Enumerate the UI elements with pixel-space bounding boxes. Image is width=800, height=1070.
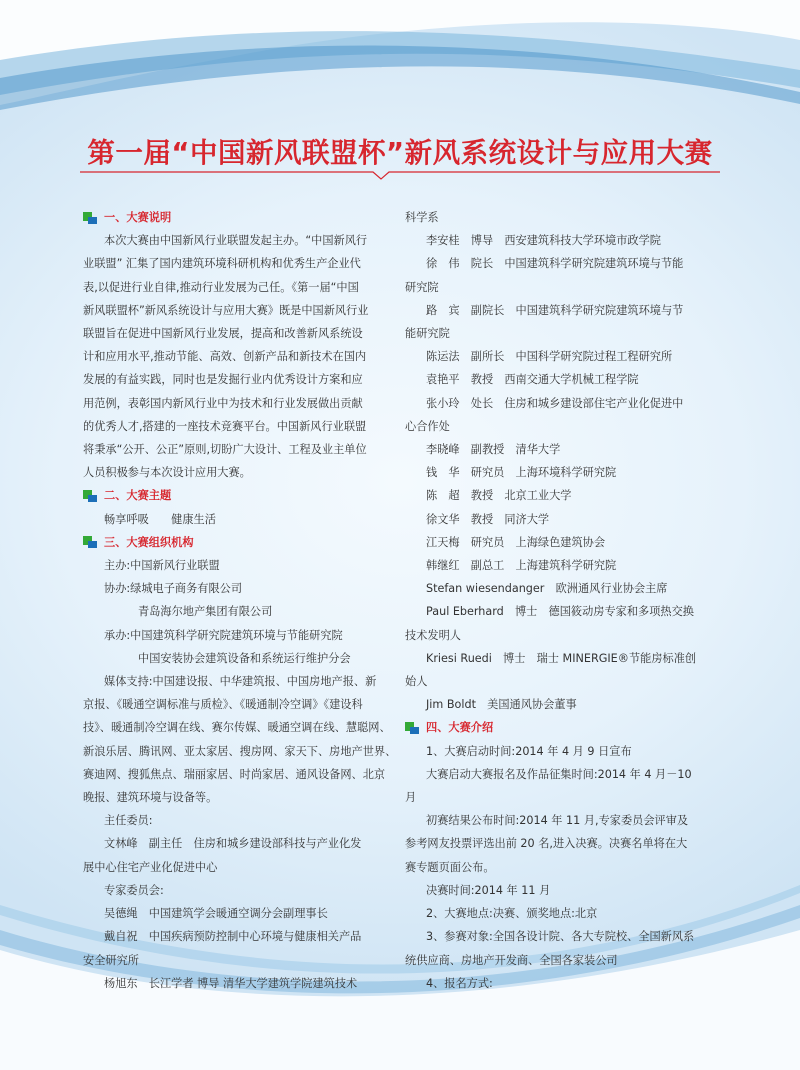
chair-label: 主任委员: [104, 814, 153, 828]
expert-line: 钱 华 研究员 上海环境科学研究院 [426, 466, 617, 480]
intro-line: 月 [405, 791, 417, 805]
media-line: 晚报、建筑环境与设备等。 [83, 791, 218, 805]
paragraph-line: 新风联盟杯”新风系统设计与应用大赛》既是中国新风行业 [83, 303, 369, 317]
expert-line: 徐 伟 院长 中国建筑科学研究院建筑环境与节能 [426, 257, 684, 271]
organizer-co: 青岛海尔地产集团有限公司 [138, 605, 273, 619]
right-column [405, 206, 710, 995]
paragraph-line: 业联盟” 汇集了国内建筑环境科研机构和优秀生产企业代 [83, 257, 361, 271]
intro-line: 4、报名方式: [426, 976, 493, 990]
section-heading-1: 一、大赛说明 [83, 206, 385, 229]
theme-text: 畅享呼吸 健康生活 [104, 512, 216, 526]
expert-line: 研究院 [405, 280, 439, 294]
organizer-undertaker: 承办:中国建筑科学研究院建筑环境与节能研究院 [104, 628, 343, 642]
expert-line: Paul Eberhard 博士 德国筱动房专家和多项热交换 [426, 605, 694, 619]
media-line: 新浪乐居、腾讯网、亚太家居、搜房网、家天下、房地产世界、 [83, 744, 397, 758]
expert-line: 徐文华 教授 同济大学 [426, 512, 550, 526]
intro-line: 决赛时间:2014 年 11 月 [426, 883, 551, 897]
intro-line: 参考网友投票评选出前 20 名,进入决赛。决赛名单将在大 [405, 837, 688, 851]
bullet-square-icon [83, 490, 99, 502]
media-line: 技》、暖通制冷空调在线、赛尔传媒、暖通空调在线、慧聪网、 [83, 721, 391, 735]
paragraph-line: 本次大赛由中国新风行业联盟发起主办。“中国新风行 [104, 234, 368, 248]
paragraph-line: 的优秀人才,搭建的一座技术竞赛平台。中国新风行业联盟 [83, 419, 367, 433]
paragraph-line: 表,以促进行业自律,推动行业发展为己任。《第一届“中国 [83, 280, 359, 294]
intro-line: 2、大赛地点:决赛、颁奖地点:北京 [426, 907, 598, 921]
expert-line: 袁艳平 教授 西南交通大学机械工程学院 [426, 373, 639, 387]
section-heading-4: 四、大赛介绍 [405, 716, 710, 739]
expert-line: Stefan wiesendanger 欧洲通风行业协会主席 [426, 582, 668, 596]
expert-line: Jim Boldt 美国通风协会董事 [426, 698, 577, 712]
expert-line: 韩继红 副总工 上海建筑科学研究院 [426, 559, 617, 573]
organizer-undertaker: 中国安装协会建筑设备和系统运行维护分会 [138, 651, 351, 665]
expert-line: 陈 超 教授 北京工业大学 [426, 489, 572, 503]
intro-line: 1、大赛启动时间:2014 年 4 月 9 日宣布 [426, 744, 632, 758]
experts-label: 专家委员会: [104, 883, 164, 897]
expert-line: 李安桂 博导 西安建筑科技大学环境市政学院 [426, 234, 661, 248]
paragraph-line: 用范例，表彰国内新风行业中为技术和行业发展做出贡献 [83, 396, 363, 410]
intro-line: 3、参赛对象:全国各设计院、各大专院校、全国新风系 [426, 930, 695, 944]
expert-line: 吴德绳 中国建筑学会暖通空调分会副理事长 [104, 907, 328, 921]
expert-line: 路 宾 副院长 中国建筑科学研究院建筑环境与节 [426, 303, 684, 317]
expert-line: 江天梅 研究员 上海绿色建筑协会 [426, 535, 606, 549]
media-line: 京报、《暖通空调标准与质检》、《暖通制冷空调》《建设科 [83, 698, 363, 712]
organizer-co: 协办:绿城电子商务有限公司 [104, 582, 243, 596]
bullet-square-icon [405, 722, 421, 734]
expert-line: 张小玲 处长 住房和城乡建设部住宅产业化促进中 [426, 396, 684, 410]
media-line: 媒体支持:中国建设报、中华建筑报、中国房地产报、新 [104, 675, 377, 689]
chair-line: 文林峰 副主任 住房和城乡建设部科技与产业化发 [104, 837, 362, 851]
paragraph-line: 计和应用水平,推动节能、高效、创新产品和新技术在国内 [83, 350, 367, 364]
left-column [83, 206, 397, 995]
intro-line: 初赛结果公布时间:2014 年 11 月,专家委员会评审及 [426, 814, 689, 828]
page-title: 第一届“中国新风联盟杯”新风系统设计与应用大赛 [87, 137, 713, 169]
expert-line: 李晓峰 副教授 清华大学 [426, 443, 561, 457]
organizer-host: 主办:中国新风行业联盟 [104, 559, 220, 573]
intro-line: 统供应商、房地产开发商、全国各家装公司 [405, 953, 618, 967]
expert-line: 心合作处 [405, 419, 450, 433]
bullet-square-icon [83, 536, 99, 548]
paragraph-line: 联盟旨在促进中国新风行业发展，提高和改善新风系统设 [83, 327, 363, 341]
expert-line: 始人 [405, 675, 428, 689]
section-heading-2: 二、大赛主题 [83, 484, 385, 507]
title-divider [80, 168, 720, 182]
expert-line: 杨旭东 长江学者 博导 清华大学建筑学院建筑技术 [104, 976, 358, 990]
section-heading-3: 三、大赛组织机构 [83, 531, 385, 554]
chair-line: 展中心住宅产业化促进中心 [83, 860, 218, 874]
bullet-square-icon [83, 212, 99, 224]
expert-line: 戴自祝 中国疾病预防控制中心环境与健康相关产品 [104, 930, 362, 944]
intro-line: 赛专题页面公布。 [405, 860, 495, 874]
expert-line: 技术发明人 [405, 628, 461, 642]
expert-line: 科学系 [405, 211, 439, 224]
expert-line: 陈运法 副所长 中国科学研究院过程工程研究所 [426, 350, 673, 364]
paragraph-line: 发展的有益实践，同时也是发掘行业内优秀设计方案和应 [83, 373, 363, 387]
expert-line: 安全研究所 [83, 953, 139, 967]
paragraph-line: 人员积极参与本次设计应用大赛。 [83, 466, 251, 480]
intro-line: 大赛启动大赛报名及作品征集时间:2014 年 4 月－10 [426, 767, 692, 781]
expert-line: Kriesi Ruedi 博士 瑞士 MINERGIE®节能房标准创 [426, 651, 697, 665]
paragraph-line: 将秉承“公开、公正”原则,切盼广大设计、工程及业主单位 [83, 443, 367, 457]
expert-line: 能研究院 [405, 327, 450, 341]
media-line: 赛迪网、搜狐焦点、瑞丽家居、时尚家居、通风设备网、北京 [83, 767, 386, 781]
